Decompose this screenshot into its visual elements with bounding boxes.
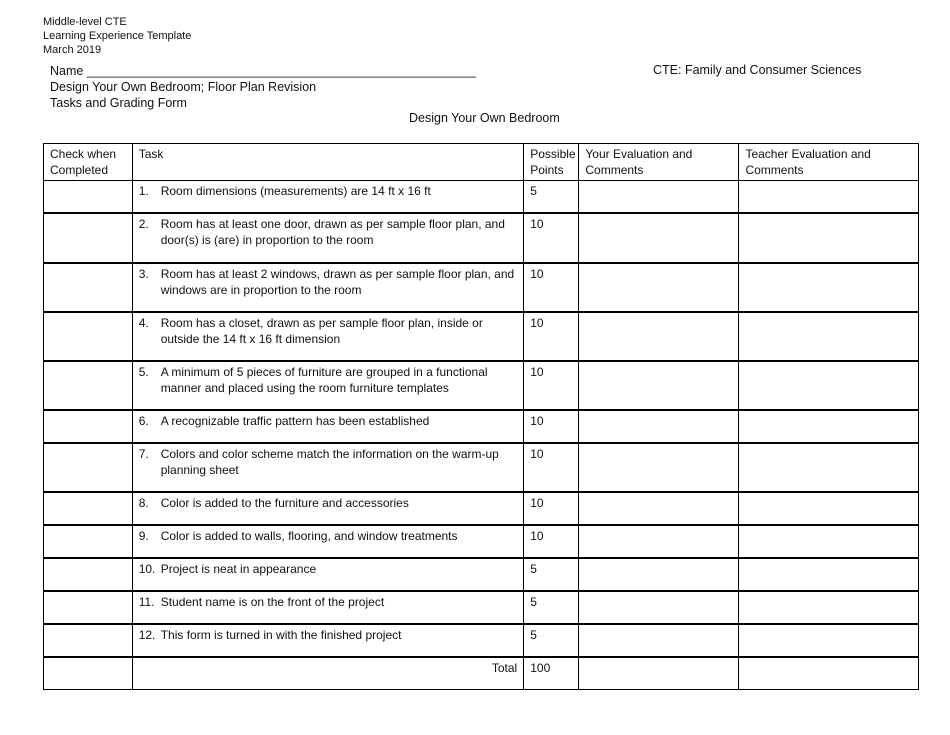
task-text: A recognizable traffic pattern has been established	[160, 413, 430, 428]
task-cell	[132, 263, 524, 312]
teacher-eval-cell[interactable]	[739, 213, 919, 263]
header-points: Possible Points	[524, 144, 579, 181]
teacher-eval-cell[interactable]	[739, 263, 919, 312]
task-text: Room dimensions (measurements) are 14 ft x 16 ft	[160, 184, 431, 198]
points-cell: 5	[524, 591, 579, 624]
teacher-eval-cell[interactable]	[739, 591, 919, 624]
teacher-eval-cell[interactable]	[739, 410, 919, 443]
table-row	[44, 591, 919, 624]
form-title: Tasks and Grading Form	[50, 96, 187, 110]
total-label: Total	[132, 657, 524, 690]
table-row	[44, 361, 919, 410]
teacher-eval-cell[interactable]	[739, 624, 919, 657]
your-eval-cell[interactable]	[579, 525, 739, 558]
table-row	[44, 312, 919, 361]
check-cell[interactable]	[44, 525, 133, 558]
task-number: 11.	[138, 594, 155, 609]
check-cell[interactable]	[44, 443, 133, 492]
name-line[interactable]: Name ________________________________________________________	[50, 64, 477, 78]
your-eval-cell[interactable]	[579, 558, 739, 591]
page-title: Design Your Own Bedroom	[409, 111, 560, 125]
task-text: Color is added to the furniture and accessories	[160, 495, 409, 510]
points-cell: 5	[524, 181, 579, 213]
task-cell	[132, 181, 524, 213]
task-number: 12.	[138, 627, 156, 642]
task-number: 9.	[138, 528, 149, 543]
points-cell: 10	[524, 443, 579, 492]
task-text: Room has at least 2 windows, drawn as per sample floor plan, and windows are in proportion to the room	[160, 266, 515, 297]
table-header-row	[44, 144, 919, 181]
task-text: Student name is on the front of the project	[160, 594, 385, 609]
table-row	[44, 558, 919, 591]
points-cell: 10	[524, 312, 579, 361]
date-label: March 2019	[43, 44, 102, 56]
header-task: Task	[132, 144, 524, 181]
teacher-eval-cell[interactable]	[739, 443, 919, 492]
task-cell	[132, 213, 524, 263]
check-cell[interactable]	[44, 263, 133, 312]
grading-table	[43, 143, 919, 690]
total-check-cell[interactable]	[44, 657, 133, 690]
teacher-eval-cell[interactable]	[739, 361, 919, 410]
table-row	[44, 263, 919, 312]
check-cell[interactable]	[44, 181, 133, 213]
header-teacher-eval: Teacher Evaluation and Comments	[739, 144, 919, 181]
teacher-eval-cell[interactable]	[739, 525, 919, 558]
total-points: 100	[524, 657, 579, 690]
task-cell	[132, 492, 524, 525]
task-number: 6.	[138, 413, 149, 428]
points-cell: 10	[524, 492, 579, 525]
table-row	[44, 492, 919, 525]
teacher-eval-cell[interactable]	[739, 312, 919, 361]
task-cell	[132, 410, 524, 443]
assignment-title: Design Your Own Bedroom; Floor Plan Revision	[50, 80, 317, 94]
task-text: Project is neat in appearance	[160, 561, 317, 576]
total-row	[44, 657, 919, 690]
points-cell: 10	[524, 361, 579, 410]
task-text: Color is added to walls, flooring, and window treatments	[160, 528, 458, 543]
your-eval-cell[interactable]	[579, 443, 739, 492]
program-label: Middle-level CTE	[43, 16, 127, 28]
points-cell: 10	[524, 410, 579, 443]
table-row	[44, 443, 919, 492]
subject-title: CTE: Family and Consumer Sciences	[653, 63, 862, 77]
teacher-eval-cell[interactable]	[739, 181, 919, 213]
task-number: 4.	[138, 315, 149, 330]
task-number: 2.	[138, 216, 149, 231]
your-eval-cell[interactable]	[579, 213, 739, 263]
points-cell: 10	[524, 525, 579, 558]
table-row	[44, 624, 919, 657]
your-eval-cell[interactable]	[579, 624, 739, 657]
points-cell: 10	[524, 263, 579, 312]
task-number: 5.	[138, 364, 149, 379]
task-number: 8.	[138, 495, 149, 510]
table-row	[44, 410, 919, 443]
task-cell	[132, 525, 524, 558]
task-cell	[132, 558, 524, 591]
your-eval-cell[interactable]	[579, 181, 739, 213]
your-eval-cell[interactable]	[579, 591, 739, 624]
total-teacher-eval[interactable]	[739, 657, 919, 690]
points-cell: 10	[524, 213, 579, 263]
check-cell[interactable]	[44, 361, 133, 410]
task-number: 1.	[138, 184, 149, 198]
your-eval-cell[interactable]	[579, 312, 739, 361]
task-number: 3.	[138, 266, 149, 281]
table-row	[44, 181, 919, 213]
task-cell	[132, 591, 524, 624]
task-text: This form is turned in with the finished project	[160, 627, 402, 642]
header-check: Check when Completed	[44, 144, 133, 181]
task-cell	[132, 312, 524, 361]
check-cell[interactable]	[44, 591, 133, 624]
check-cell[interactable]	[44, 558, 133, 591]
header-your-eval: Your Evaluation and Comments	[579, 144, 739, 181]
your-eval-cell[interactable]	[579, 492, 739, 525]
task-text: Room has at least one door, drawn as per sample floor plan, and door(s) is (are) in proportion to the room	[160, 216, 505, 247]
task-cell	[132, 361, 524, 410]
task-number: 10.	[138, 561, 156, 576]
task-cell	[132, 443, 524, 492]
task-number: 7.	[138, 446, 149, 461]
check-cell[interactable]	[44, 492, 133, 525]
check-cell[interactable]	[44, 624, 133, 657]
task-text: A minimum of 5 pieces of furniture are grouped in a functional manner and placed using the room furniture templates	[160, 364, 488, 395]
check-cell[interactable]	[44, 410, 133, 443]
your-eval-cell[interactable]	[579, 410, 739, 443]
your-eval-cell[interactable]	[579, 263, 739, 312]
table-row	[44, 525, 919, 558]
teacher-eval-cell[interactable]	[739, 558, 919, 591]
template-label: Learning Experience Template	[43, 30, 192, 42]
task-cell	[132, 624, 524, 657]
points-cell: 5	[524, 624, 579, 657]
teacher-eval-cell[interactable]	[739, 492, 919, 525]
task-rows	[44, 181, 919, 657]
points-cell: 5	[524, 558, 579, 591]
total-your-eval[interactable]	[579, 657, 739, 690]
task-text: Colors and color scheme match the information on the warm-up planning sheet	[160, 446, 499, 477]
check-cell[interactable]	[44, 312, 133, 361]
check-cell[interactable]	[44, 213, 133, 263]
task-text: Room has a closet, drawn as per sample floor plan, inside or outside the 14 ft x 16 ft dimension	[160, 315, 483, 346]
table-row	[44, 213, 919, 263]
your-eval-cell[interactable]	[579, 361, 739, 410]
